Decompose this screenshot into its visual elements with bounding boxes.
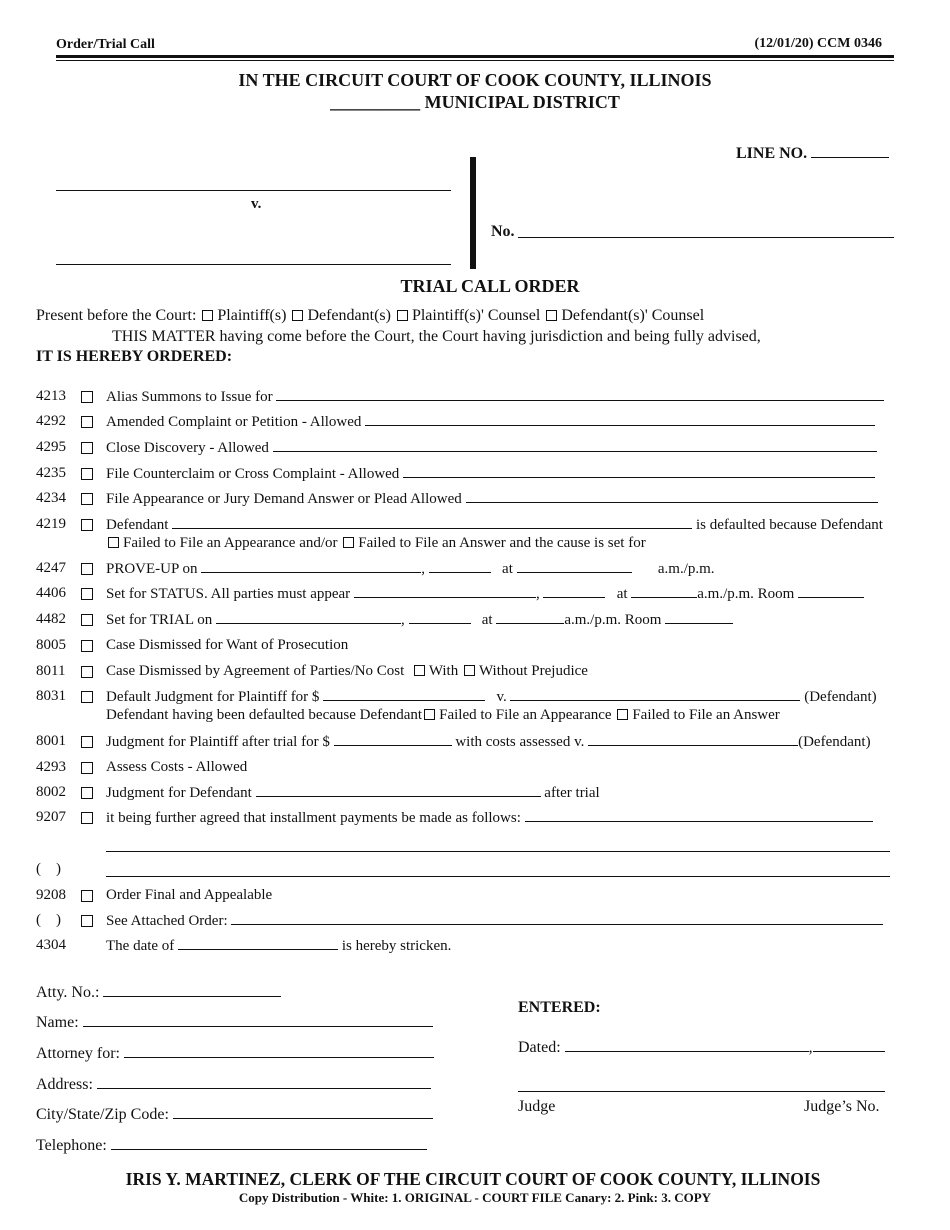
see-attached-checkbox[interactable] [81,915,93,927]
without-prejudice-checkbox[interactable] [464,665,475,676]
form-code: (12/01/20) CCM 0346 [754,36,882,51]
form-name: Order/Trial Call [56,37,155,52]
item-9208-checkbox[interactable] [81,890,93,902]
judge-label: Judge [518,1098,556,1115]
item-4295-checkbox[interactable] [81,442,93,454]
clerk-name: IRIS Y. MARTINEZ, CLERK OF THE CIRCUIT COURT OF COOK COUNTY, ILLINOIS [125,1169,821,1189]
with-prejudice-checkbox[interactable] [414,665,425,676]
order-title: TRIAL CALL ORDER [400,276,580,296]
versus: v. [251,196,262,212]
court-title: IN THE CIRCUIT COURT OF COOK COUNTY, ILLINOIS [238,70,712,90]
installment-line-2[interactable] [106,851,890,852]
dated-field: Dated: , [518,1039,885,1057]
item-4406-checkbox[interactable] [81,588,93,600]
item-8031: 8031 Default Judgment for Plaintiff for $ v. (Defendant) [36,688,877,705]
defendant-counsel-checkbox[interactable] [546,310,557,321]
item-4293-checkbox[interactable] [81,762,93,774]
item-4219-checkbox[interactable] [81,519,93,531]
item-4406: 4406 Set for STATUS. All parties must appear , at a.m./p.m. Room [36,585,896,605]
item-4235-checkbox[interactable] [81,468,93,480]
entered-title: ENTERED: [518,999,601,1016]
caption-divider [470,157,476,269]
name-field: Name: [36,1014,433,1032]
item-4247-checkbox[interactable] [81,563,93,575]
plaintiff-counsel-checkbox[interactable] [397,310,408,321]
item-4213-checkbox[interactable] [81,391,93,403]
item-8002-checkbox[interactable] [81,787,93,799]
judge-signature-line[interactable] [518,1091,885,1092]
atty-no-field: Atty. No.: [36,984,281,1002]
item-4219-options: Failed to File an Appearance and/or Failed to File an Answer and the cause is set for [106,535,646,552]
item-8005: 8005 Case Dismissed for Want of Prosecution [36,637,349,653]
item-4235: 4235 File Counterclaim or Cross Complaint - Allowed [36,465,896,485]
item-4292: 4292 Amended Complaint or Petition - Allowed [36,413,896,433]
item-4482-checkbox[interactable] [81,614,93,626]
item-4234: 4234 File Appearance or Jury Demand Answer or Plead Allowed [36,490,896,510]
item-8001-checkbox[interactable] [81,736,93,748]
header-rule-thin [56,60,894,61]
present-line: Present before the Court: Plaintiff(s) Defendant(s) Plaintiff(s)' Counsel Defendant(s)' Counsel [36,307,705,324]
item-4219: 4219 Defendant is defaulted because Defendant [36,516,883,533]
item-9207-checkbox[interactable] [81,812,93,824]
header-rule-thick [56,55,894,58]
item-8005-checkbox[interactable] [81,640,93,652]
item-9208: 9208 Order Final and Appealable [36,887,273,903]
default-failed-answer-checkbox[interactable] [617,709,628,720]
preamble: THIS MATTER having come before the Court, the Court having jurisdiction and being fully advised, [112,328,761,345]
plaintiff-checkbox[interactable] [202,310,213,321]
failed-appearance-checkbox[interactable] [108,537,119,548]
judge-no-label: Judge’s No. [804,1098,880,1115]
item-8031-checkbox[interactable] [81,691,93,703]
case-no-line[interactable] [518,237,894,238]
plaintiff-line[interactable] [56,190,451,191]
city-state-zip-field: City/State/Zip Code: [36,1106,433,1124]
telephone-field: Telephone: [36,1137,427,1155]
item-4293: 4293 Assess Costs - Allowed [36,759,248,775]
item-8002: 8002 Judgment for Defendant after trial [36,784,600,801]
attorney-for-field: Attorney for: [36,1045,434,1063]
item-4234-checkbox[interactable] [81,493,93,505]
defendant-checkbox[interactable] [292,310,303,321]
item-8011-checkbox[interactable] [81,666,93,678]
item-4304: 4304 The date of is hereby stricken. [36,937,452,954]
copy-distribution: Copy Distribution - White: 1. ORIGINAL - COURT FILE Canary: 2. Pink: 3. COPY [238,1190,712,1205]
item-4213: 4213 Alias Summons to Issue for [36,388,896,408]
item-4292-checkbox[interactable] [81,416,93,428]
defendant-line[interactable] [56,264,451,265]
district: __________ MUNICIPAL DISTRICT [330,92,620,112]
ordered-heading: IT IS HEREBY ORDERED: [36,348,233,365]
paren-row-1: ( ) [36,861,61,877]
item-8031-options: Defendant having been defaulted because Defendant Failed to File an Appearance Failed to File an Answer [106,707,780,723]
address-field: Address: [36,1076,431,1094]
item-9207: 9207 it being further agreed that installment payments be made as follows: [36,809,896,829]
item-see-attached: ( ) See Attached Order: [36,912,896,932]
item-8011: 8011 Case Dismissed by Agreement of Parties/No Cost With Without Prejudice [36,663,588,679]
item-4247: 4247 PROVE-UP on , at a.m./p.m. [36,560,715,577]
line-no-label: LINE NO. [736,145,889,163]
case-no-label: No. [491,223,515,240]
item-8001: 8001 Judgment for Plaintiff after trial for $ with costs assessed v. (Defendant) [36,733,871,750]
failed-answer-checkbox[interactable] [343,537,354,548]
item-4482: 4482 Set for TRIAL on , at a.m./p.m. Room [36,611,896,631]
item-4295: 4295 Close Discovery - Allowed [36,439,896,459]
default-failed-appearance-checkbox[interactable] [424,709,435,720]
installment-line-3[interactable] [106,876,890,877]
